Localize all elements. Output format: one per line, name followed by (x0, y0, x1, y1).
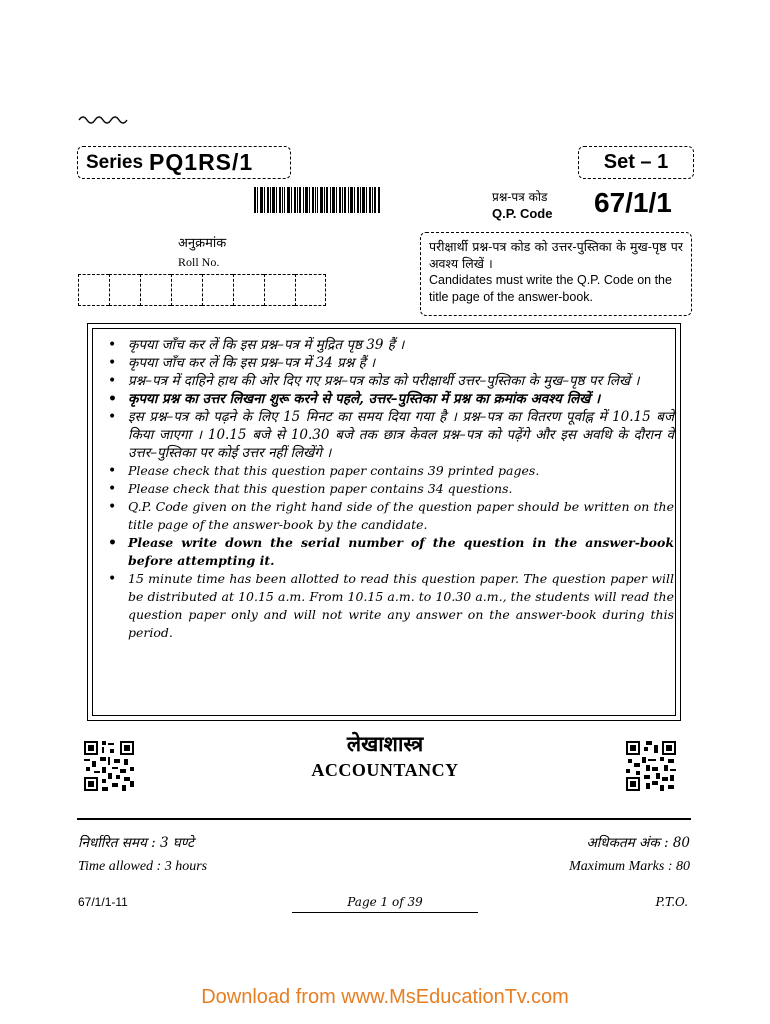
note-english: Candidates must write the Q.P. Code on the title page of the answer-book. (429, 273, 672, 304)
subject-title-hindi: लेखाशास्त्र (346, 731, 424, 756)
note-hindi: परीक्षार्थी प्रश्न-पत्र कोड को उत्तर-पुस्तिका के मुख-पृष्ठ पर अवश्य लिखें । (429, 239, 683, 271)
series-label: Series (86, 151, 144, 173)
roll-digit-box[interactable] (171, 274, 202, 306)
page-number: Page 1 of 39 (347, 895, 423, 909)
roll-digit-box[interactable] (109, 274, 140, 306)
roll-label-hindi: अनुक्रमांक (178, 236, 227, 251)
instruction-item: • Q.P. Code given on the right hand side of the question paper should be written on the title page of the answer-book by the candidate. (106, 498, 674, 534)
instruction-item: • Please write down the serial number of the question in the answer-book before attempting it. (106, 534, 674, 570)
series-box (77, 146, 291, 179)
roll-digit-box[interactable] (233, 274, 264, 306)
roll-digit-box[interactable] (202, 274, 233, 306)
roll-digit-box[interactable] (140, 274, 171, 306)
instruction-item: • 15 minute time has been allotted to read this question paper. The question paper will be distributed at 10.15 a.m. From 10.15 a.m. to 10.30 a.m., the students will read the question paper only and will not write any answer on the answer-book during this period. (106, 570, 674, 642)
candidate-note-box (420, 232, 692, 316)
qp-code-value: 67/1/1 (594, 187, 672, 218)
divider (77, 818, 691, 820)
roll-number-boxes[interactable] (78, 274, 326, 306)
instruction-item: • Please check that this question paper contains 34 questions. (106, 480, 674, 498)
tilde-ornament (78, 112, 130, 124)
instruction-item: • Please check that this question paper contains 39 printed pages. (106, 462, 674, 480)
instruction-item: • कृपया जाँच कर लें कि इस प्रश्न–पत्र में मुद्रित पृष्ठ 39 हैं । (106, 336, 674, 354)
footer-code: 67/1/1-11 (78, 895, 128, 909)
time-allowed: Time allowed : 3 hours (78, 859, 208, 874)
series-code: PQ1RS/1 (149, 149, 254, 175)
instruction-item: • इस प्रश्न–पत्र को पढ़ने के लिए 15 मिनट का समय दिया गया है । प्रश्न–पत्र का वितरण पूर्वाह्न में 10.15 बजे किया जाएगा । 10.15 बजे से 10.30 बजे तक छात्र केवल प्रश्न–पत्र को पढ़ेंगे और इस अवधि के दौरान वे उत्तर–पुस्तिका पर कोई उत्तर नहीं लिखेंगे । (106, 408, 674, 462)
roll-digit-box[interactable] (264, 274, 295, 306)
barcode-image (254, 187, 380, 213)
qp-code-label-hindi: प्रश्न-पत्र कोड (492, 190, 548, 204)
instructions-box (87, 323, 681, 721)
set-label: Set – 1 (603, 151, 669, 173)
pto-label: P.T.O. (655, 895, 688, 909)
download-link[interactable]: Download from www.MsEducationTv.com (201, 986, 569, 1008)
max-marks-hindi: अधिकतम अंक : 80 (586, 835, 690, 851)
qp-code-label: Q.P. Code (492, 206, 553, 221)
roll-digit-box[interactable] (295, 274, 326, 306)
roll-label: Roll No. (178, 255, 220, 269)
subject-title: ACCOUNTANCY (311, 760, 459, 780)
set-box (578, 146, 694, 179)
instruction-item: • कृपया जाँच कर लें कि इस प्रश्न–पत्र में 34 प्रश्न हैं । (106, 354, 674, 372)
instruction-item: • प्रश्न–पत्र में दाहिने हाथ की ओर दिए गए प्रश्न–पत्र कोड को परीक्षार्थी उत्तर–पुस्तिका के मुख–पृष्ठ पर लिखें । (106, 372, 674, 390)
time-allowed-hindi: निर्धारित समय : 3 घण्टे (78, 835, 194, 851)
max-marks: Maximum Marks : 80 (569, 859, 690, 874)
instructions-list (106, 336, 674, 642)
page-underline (292, 912, 478, 913)
instruction-item: • कृपया प्रश्न का उत्तर लिखना शुरू करने से पहले, उत्तर–पुस्तिका में प्रश्न का क्रमांक अवश्य लिखें । (106, 390, 674, 408)
roll-digit-box[interactable] (78, 274, 109, 306)
